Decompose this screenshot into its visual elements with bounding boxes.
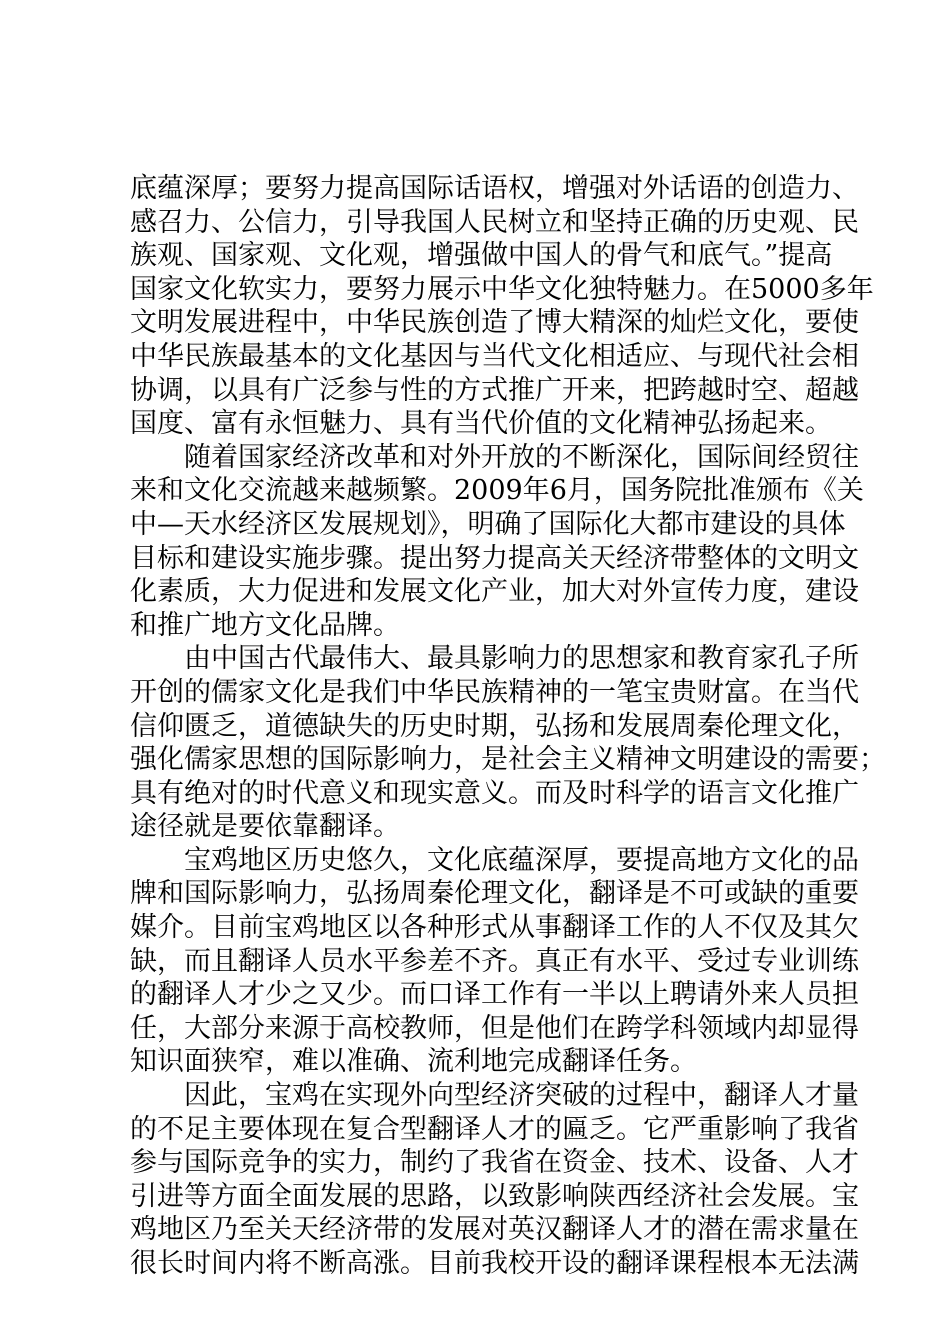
text-line: 和推广地方文化品牌。 xyxy=(130,609,400,641)
text-line: 媒介。目前宝鸡地区以各种形式从事翻译工作的人不仅及其欠 xyxy=(130,912,859,944)
text-line: 族观、国家观、文化观，增强做中国人的骨气和底气。”提高 xyxy=(130,240,833,272)
text-line: 协调，以具有广泛参与性的方式推广开来，把跨越时空、超越 xyxy=(130,374,859,406)
text-line: 参与国际竞争的实力，制约了我省在资金、技术、设备、人才 xyxy=(130,1147,859,1179)
text-line: 强化儒家思想的国际影响力，是社会主义精神文明建设的需要； xyxy=(130,744,886,776)
text-line: 目标和建设实施步骤。提出努力提高关天经济带整体的文明文 xyxy=(130,542,859,574)
text-line: 感召力、公信力，引导我国人民树立和坚持正确的历史观、民 xyxy=(130,206,859,238)
text-line: 任，大部分来源于高校教师，但是他们在跨学科领域内却显得 xyxy=(130,1012,859,1044)
text-line: 信仰匮乏，道德缺失的历史时期，弘扬和发展周秦伦理文化， xyxy=(130,710,859,742)
text-line: 具有绝对的时代意义和现实意义。而及时科学的语言文化推广 xyxy=(130,777,859,809)
text-line: 的不足主要体现在复合型翻译人才的匾乏。它严重影响了我省 xyxy=(130,1113,859,1145)
text-line: 的翻译人才少之又少。而口译工作有一半以上聘请外来人员担 xyxy=(130,979,859,1011)
text-line: 由中国古代最伟大、最具影响力的思想家和教育家孔子所 xyxy=(184,643,859,675)
paragraph xyxy=(130,441,864,643)
document-body xyxy=(130,172,886,1281)
text-line: 鸡地区乃至关天经济带的发展对英汉翻译人才的潜在需求量在 xyxy=(130,1214,859,1246)
paragraph xyxy=(130,642,886,844)
text-line: 引进等方面全面发展的思路，以致影响陕西经济社会发展。宝 xyxy=(130,1180,859,1212)
text-line: 国度、富有永恒魅力、具有当代价值的文化精神弘扬起来。 xyxy=(130,408,832,440)
text-line: 很长时间内将不断高涨。目前我校开设的翻译课程根本无法满 xyxy=(130,1248,859,1279)
text-line: 中—天水经济区发展规划》，明确了国际化大都市建设的具体 xyxy=(130,508,846,540)
text-line: 牌和国际影响力，弘扬周秦伦理文化，翻译是不可或缺的重要 xyxy=(130,878,859,910)
text-line: 因此，宝鸡在实现外向型经济突破的过程中，翻译人才量 xyxy=(184,1080,859,1112)
text-line: 中华民族最基本的文化基因与当代文化相适应、与现代社会相 xyxy=(130,340,859,372)
text-line: 开创的儒家文化是我们中华民族精神的一笔宝贵财富。在当代 xyxy=(130,676,859,708)
text-line: 化素质，大力促进和发展文化产业，加大对外宣传力度，建设 xyxy=(130,576,859,608)
paragraph xyxy=(130,172,874,441)
text-line: 文明发展进程中，中华民族创造了博大精深的灿烂文化，要使 xyxy=(130,307,859,339)
paragraph xyxy=(130,1079,859,1281)
text-line: 底蕴深厚；要努力提高国际话语权，增强对外话语的创造力、 xyxy=(130,173,859,204)
text-line: 知识面狭窄，难以准确、流利地完成翻译任务。 xyxy=(130,1046,697,1078)
text-line: 缺，而且翻译人员水平参差不齐。真正有水平、受过专业训练 xyxy=(130,945,859,977)
text-line: 途径就是要依靠翻译。 xyxy=(130,811,400,843)
text-line: 随着国家经济改革和对外开放的不断深化，国际间经贸往 xyxy=(184,441,859,473)
text-line: 宝鸡地区历史悠久，文化底蕴深厚，要提高地方文化的品 xyxy=(184,844,859,876)
text-line: 来和文化交流越来越频繁。2009年6月，国务院批准颁布《关 xyxy=(130,475,864,507)
paragraph xyxy=(130,844,859,1079)
text-line: 国家文化软实力，要努力展示中华文化独特魅力。在5000多年 xyxy=(130,273,874,305)
